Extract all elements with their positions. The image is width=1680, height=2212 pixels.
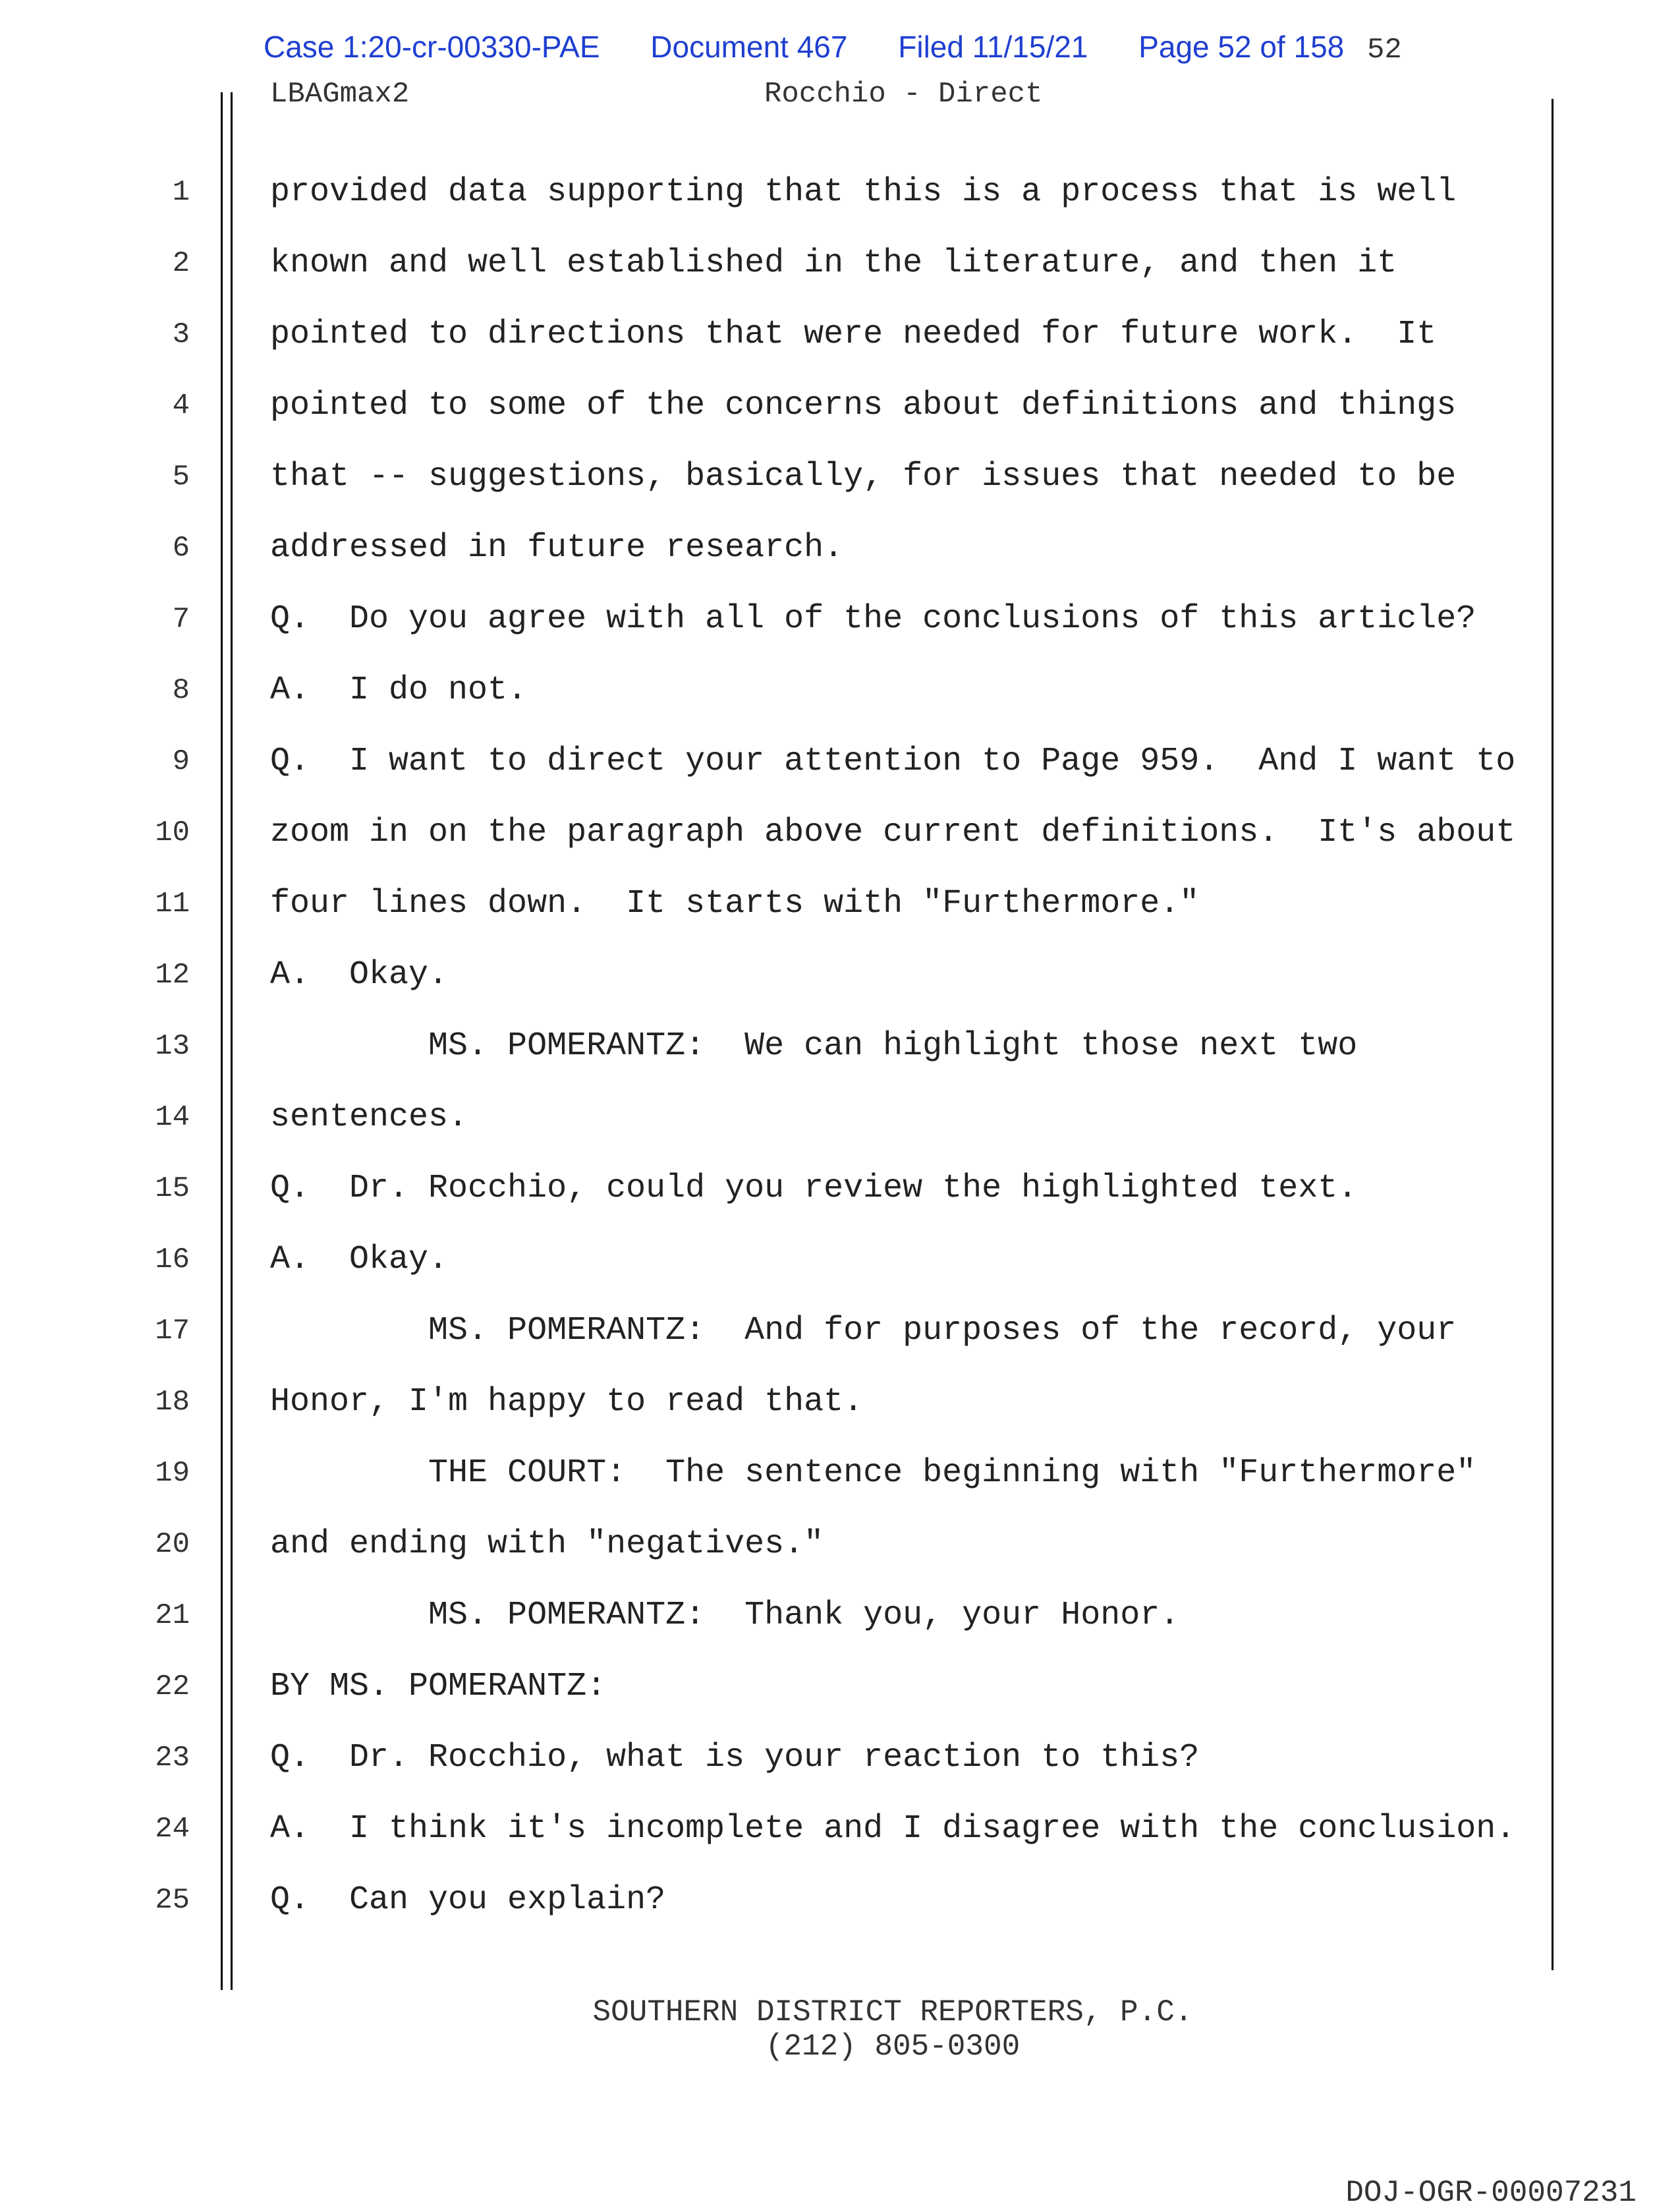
transcript-line: provided data supporting that this is a process that is well: [270, 173, 1457, 211]
transcript-line: A. I think it's incomplete and I disagree with the conclusion.: [270, 1810, 1516, 1848]
line-number: 3: [172, 318, 190, 351]
transcript-line: zoom in on the paragraph above current definitions. It's about: [270, 814, 1516, 851]
line-number: 20: [155, 1528, 190, 1561]
line-number: 16: [155, 1243, 190, 1276]
transcript-line: A. I do not.: [270, 671, 528, 709]
transcript-line: four lines down. It starts with "Furthermore.": [270, 885, 1200, 922]
line-number: 2: [172, 247, 190, 280]
transcript-page-number: 52: [1367, 34, 1402, 67]
examination-title: Rocchio - Direct: [764, 78, 1043, 111]
line-number: 24: [155, 1813, 190, 1846]
document-number: Document 467: [650, 30, 848, 64]
transcript-line: and ending with "negatives.": [270, 1525, 824, 1563]
transcript-line: A. Okay.: [270, 956, 449, 994]
reporter-phone: (212) 805-0300: [765, 2029, 1021, 2064]
transcript-line: MS. POMERANTZ: Thank you, your Honor.: [270, 1597, 1180, 1634]
line-number: 15: [155, 1172, 190, 1205]
transcript-line: sentences.: [270, 1098, 468, 1136]
filed-date: Filed 11/15/21: [898, 30, 1088, 64]
line-number: 14: [155, 1101, 190, 1134]
bates-number: DOJ-OGR-00007231: [1345, 2176, 1637, 2210]
transcript-line: Q. I want to direct your attention to Page 959. And I want to: [270, 743, 1516, 780]
line-number: 1: [172, 176, 190, 209]
left-margin-rule-outer: [221, 92, 223, 1990]
line-number: 18: [155, 1386, 190, 1419]
transcript-line: Q. Can you explain?: [270, 1881, 666, 1919]
transcript-line: Q. Dr. Rocchio, what is your reaction to this?: [270, 1739, 1200, 1776]
filing-stamp: [264, 29, 1402, 67]
line-number: 8: [172, 674, 190, 707]
transcript-line: Q. Dr. Rocchio, could you review the highlighted text.: [270, 1170, 1358, 1207]
reporter-name: SOUTHERN DISTRICT REPORTERS, P.C.: [592, 1995, 1193, 2029]
line-number: 21: [155, 1599, 190, 1632]
line-number: 22: [155, 1670, 190, 1703]
transcript-line: Q. Do you agree with all of the conclusions of this article?: [270, 600, 1476, 638]
line-number: 4: [172, 389, 190, 422]
transcript-line: that -- suggestions, basically, for issues that needed to be: [270, 458, 1457, 496]
transcript-line: addressed in future research.: [270, 529, 844, 567]
line-number: 23: [155, 1742, 190, 1774]
line-number: 11: [155, 888, 190, 921]
transcript-line: BY MS. POMERANTZ:: [270, 1668, 607, 1705]
line-number: 7: [172, 603, 190, 636]
line-number: 25: [155, 1884, 190, 1917]
left-margin-rule-inner: [231, 92, 233, 1990]
line-number: 12: [155, 959, 190, 992]
transcript-line: MS. POMERANTZ: And for purposes of the record, your: [270, 1312, 1457, 1349]
page-of-total: Page 52 of 158: [1138, 30, 1345, 64]
line-number: 5: [172, 461, 190, 494]
right-margin-rule: [1552, 99, 1554, 1970]
line-number: 19: [155, 1457, 190, 1490]
line-number: 6: [172, 532, 190, 565]
case-number: Case 1:20-cr-00330-PAE: [264, 30, 600, 64]
transcript-line: pointed to some of the concerns about definitions and things: [270, 387, 1457, 424]
line-number: 13: [155, 1030, 190, 1063]
transcript-line: A. Okay.: [270, 1241, 449, 1278]
transcript-line: Honor, I'm happy to read that.: [270, 1383, 864, 1421]
transcript-code: LBAGmax2: [270, 78, 410, 111]
line-number: 10: [155, 816, 190, 849]
transcript-line: THE COURT: The sentence beginning with "Furthermore": [270, 1454, 1476, 1492]
line-number: 9: [172, 745, 190, 778]
transcript-line: known and well established in the literature, and then it: [270, 244, 1397, 282]
line-number: 17: [155, 1315, 190, 1347]
transcript-line: MS. POMERANTZ: We can highlight those next two: [270, 1027, 1358, 1065]
transcript-line: pointed to directions that were needed for future work. It: [270, 316, 1437, 353]
